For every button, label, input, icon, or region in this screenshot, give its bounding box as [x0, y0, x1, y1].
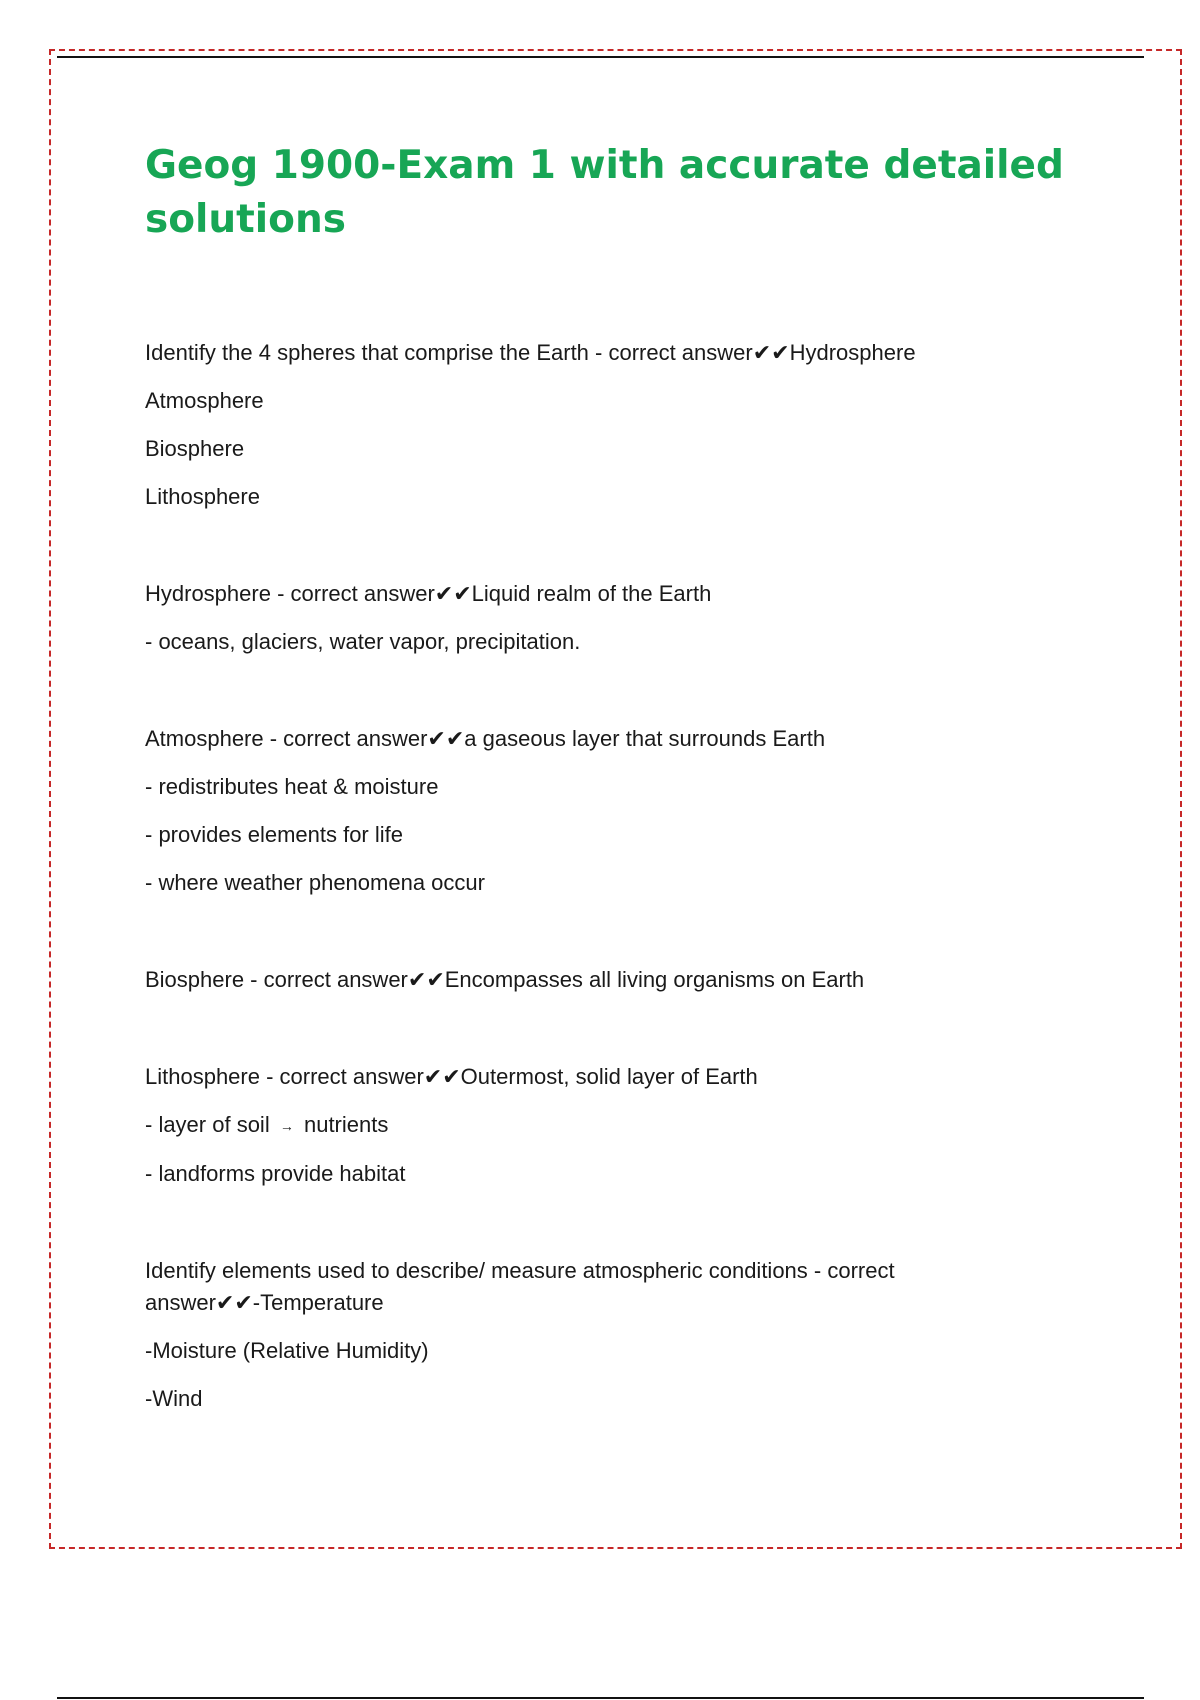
qa-question-line: Identify the 4 spheres that comprise the Earth - correct answer✔✔Hydrosphere	[145, 340, 916, 365]
qa-answer-line: - provides elements for life	[145, 822, 403, 847]
qa-answer-line: - redistributes heat & moisture	[145, 774, 439, 799]
qa-item-hydrosphere	[145, 578, 1005, 658]
qa-item-lithosphere	[145, 1061, 1005, 1190]
qa-answer-line: -Wind	[145, 1386, 203, 1412]
qa-item-atmospheric-elements	[145, 1255, 1005, 1415]
qa-question-line: Lithosphere - correct answer✔✔Outermost, solid layer of Earth	[145, 1064, 758, 1089]
qa-question-line: Atmosphere - correct answer✔✔a gaseous layer that surrounds Earth	[145, 726, 826, 751]
qa-item-atmosphere	[145, 723, 1005, 899]
document-title: Geog 1900-Exam 1 with accurate detailed solutions	[145, 143, 1064, 242]
right-arrow-icon: →	[279, 1118, 294, 1135]
qa-answer-line: - where weather phenomena occur	[145, 870, 485, 895]
answer-text: - layer of soil	[145, 1112, 270, 1137]
qa-answer-line	[145, 1109, 1005, 1142]
qa-answer-line: Atmosphere	[145, 388, 264, 413]
qa-item-spheres	[145, 337, 1005, 513]
qa-question-line: Biosphere - correct answer✔✔Encompasses all living organisms on Earth	[145, 967, 865, 992]
answer-text: nutrients	[303, 1112, 389, 1137]
qa-answer-line: Biosphere	[145, 436, 245, 461]
qa-answer-line: - landforms provide habitat	[145, 1161, 406, 1187]
qa-content	[145, 337, 1005, 1480]
qa-answer-line: Lithosphere	[145, 484, 260, 509]
qa-item-biosphere	[145, 964, 1005, 996]
qa-question-line: Hydrosphere - correct answer✔✔Liquid realm of the Earth	[145, 581, 712, 606]
qa-question-line: Identify elements used to describe/ measure atmospheric conditions - correct answer✔✔-Temperature	[145, 1258, 895, 1316]
top-rule	[57, 56, 1144, 58]
bottom-rule	[57, 1697, 1144, 1699]
qa-answer-line: -Moisture (Relative Humidity)	[145, 1338, 429, 1364]
qa-answer-line: - oceans, glaciers, water vapor, precipitation.	[145, 629, 581, 654]
